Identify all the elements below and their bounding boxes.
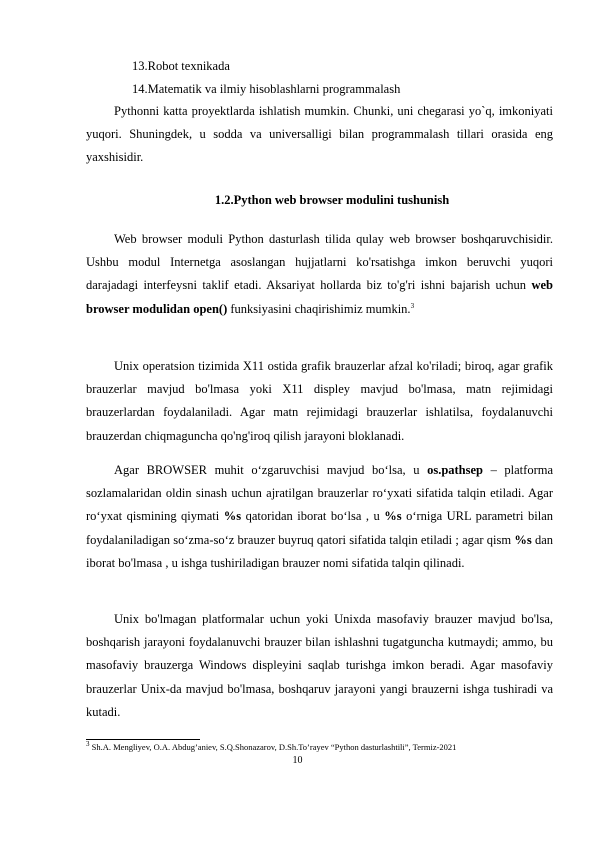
paragraph-text: Web browser moduli Python dasturlash tilida qulay web browser boshqaruvchisidir. Ushbu modul Internetga asoslangan hujjatlarni ko'rsatishga imkon beruvchi yuqori darajadagi interfeysni taklif etadi. Aksariyat hollarda biz to'g'ri ishni bajarish uchun [86,232,553,293]
bold-term-percent-s: %s [384,509,402,524]
paragraph-unix-browsers: Unix operatsion tizimida X11 ostida grafik brauzerlar afzal ko'riladi; biroq, agar grafik brauzerlar mavjud bo'lmasa yoki X11 displey mavjud bo'lmasa, matn rejimidagi brauzerlardan foydalaniladi. Agar matn rejimidagi brauzerlar ishlatilsa, foydalanuvchi brauzerdan chiqmaguncha qo'ng'iroq qilish jarayoni bloklanadi. [86,359,553,443]
bold-term-percent-s: %s [223,509,242,524]
section-heading: 1.2.Python web browser modulini tushunish [214,193,450,207]
footnote [86,742,456,753]
bold-term-open-function: web browser modulidan open() [86,278,553,316]
footnote-number: 3 [86,740,90,749]
paragraph-browser-variable [86,459,553,575]
bold-term-os-pathsep: os.pathsep [427,463,483,477]
paragraph-remote-browser: Unix bo'lmagan platformalar uchun yoki Unixda masofaviy brauzer mavjud bo'lsa, boshqarish jarayoni foydalanuvchi brauzer bilan ishlashni tugatguncha kutmaydi; ammo, bu masofaviy brauzerga Windows displeyini saqlab turishga imkon beradi. Agar masofaviy brauzerlar Unix-da mavjud bo'lmasa, boshqaruv jarayoni yangi brauzerni ishga tushiradi va kutadi. [86,612,553,719]
paragraph-web-browser-module [86,228,553,321]
paragraph-text: dan iborat bo'lmasa , u ishga tushiriladigan brauzer nomi sifatida talqin qilinadi. [86,532,553,570]
footnote-divider [86,739,200,740]
list-item-13: 13.Robot texnikada [132,59,230,73]
paragraph-text: Agar BROWSER muhit o‘zgaruvchisi mavjud bo‘lsa, u [114,463,428,477]
footnote-reference: 3 [410,301,415,310]
bold-term-percent-s: %s [514,532,532,547]
page-number: 10 [292,755,303,766]
paragraph-text: funksiyasini chaqirishimiz mumkin. [227,301,411,316]
paragraph-text: – platforma sozlamalaridan oldin sinash uchun ajratilgan brauzerlar ro‘yxati sifatida talqin etiladi. Agar ro‘yxat qismining qiymati [86,463,553,524]
footnote-text: Sh.A. Mengliyev, O.A. Abdug’aniev, S.Q.Shonazarov, D.Sh.To’rayev “Python dasturlashtili”, Termiz-2021 [89,742,457,752]
list-item-14: 14.Matematik va ilmiy hisoblashlarni programmalash [132,82,401,96]
intro-paragraph: Pythonni katta proyektlarda ishlatish mumkin. Chunki, uni chegarasi yo`q, imkoniyati yuqori. Shuningdek, u sodda va universalligi bilan programmalash tillari orasida eng yaxshisidir. [86,104,553,165]
paragraph-text: o‘rniga URL parametri bilan foydalaniladigan so‘zma-so‘z brauzer buyruq qatori sifatida talqin etiladi ; agar qism [86,509,553,547]
paragraph-text: qatoridan iborat bo‘lsa , u [241,509,385,524]
